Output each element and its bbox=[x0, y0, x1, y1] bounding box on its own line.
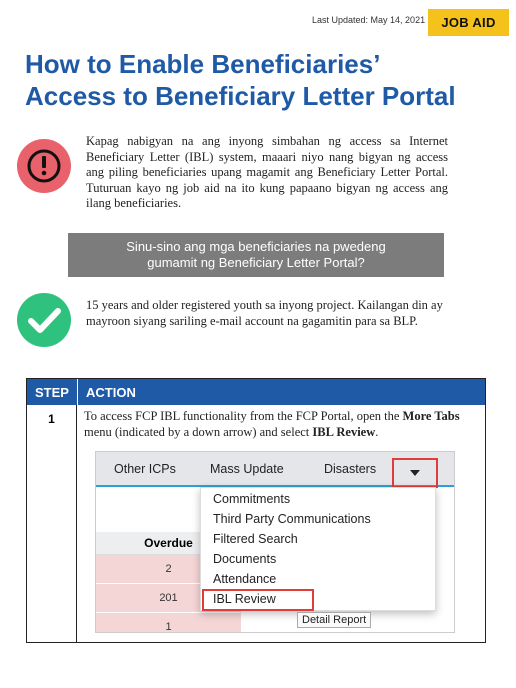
overdue-header: Overdue bbox=[96, 532, 241, 555]
page-title bbox=[25, 48, 505, 112]
table-row bbox=[27, 405, 485, 642]
more-tabs-label: More Tabs bbox=[402, 409, 460, 423]
table-header bbox=[27, 379, 485, 405]
question-line-1: Sinu-sino ang mga beneficiaries na pwedeng bbox=[126, 239, 386, 254]
portal-screenshot bbox=[95, 451, 455, 633]
menu-item-ibl-review[interactable]: IBL Review bbox=[213, 592, 276, 606]
title-line-1: How to Enable Beneficiaries’ bbox=[25, 49, 381, 79]
tab-other-icps[interactable]: Other ICPs bbox=[114, 462, 176, 476]
ibl-review-label: IBL Review bbox=[312, 424, 376, 439]
intro-text: Kapag nabigyan na ang inyong simbahan ng access sa Internet Beneficiary Letter (IBL) system, maaari niyo nang bigyan ng access ang piling beneficiaries upang magamit ang Beneficiary Letter Portal. Tuturuan kayo ng job aid na ito kung papaano bigyan ng access ang ilang beneficiaries. bbox=[86, 134, 448, 210]
title-line-2: Access to Beneficiary Letter Portal bbox=[25, 81, 456, 111]
question-banner bbox=[68, 233, 444, 277]
detail-report-button[interactable]: Detail Report bbox=[297, 612, 371, 628]
answer-text: 15 years and older registered youth sa inyong project. Kailangan din ay mayroon siyang sariling e-mail account na gagamitin para sa BLP. bbox=[86, 298, 443, 328]
menu-item-attendance[interactable]: Attendance bbox=[213, 572, 277, 586]
caret-down-icon bbox=[410, 470, 420, 476]
instruction-part-2: menu (indicated by a down arrow) and select bbox=[84, 424, 313, 439]
menu-item-documents[interactable]: Documents bbox=[213, 552, 277, 566]
tab-disasters[interactable]: Disasters bbox=[324, 462, 377, 476]
overdue-cell: 201 bbox=[96, 584, 241, 613]
steps-table bbox=[26, 378, 486, 643]
menu-item-third-party-communications[interactable]: Third Party Communications bbox=[213, 512, 371, 526]
last-updated: Last Updated: May 14, 2021 bbox=[312, 15, 426, 25]
ibl-review-highlight bbox=[202, 589, 314, 611]
tab-mass-update[interactable]: Mass Update bbox=[210, 462, 284, 476]
action-cell bbox=[77, 405, 485, 642]
job-aid-badge: JOB AID bbox=[428, 9, 509, 36]
checkmark-icon bbox=[16, 292, 72, 348]
exclamation-icon bbox=[16, 138, 72, 194]
question-line-2: gumamit ng Beneficiary Letter Portal? bbox=[147, 255, 365, 270]
action-column-header: ACTION bbox=[86, 384, 136, 400]
instruction-part-3: . bbox=[375, 424, 379, 439]
step-column-header: STEP bbox=[27, 379, 78, 405]
menu-item-filtered-search[interactable]: Filtered Search bbox=[213, 532, 298, 546]
portal-tab-bar bbox=[96, 452, 454, 487]
overdue-cell: 2 bbox=[96, 555, 241, 584]
step-instruction bbox=[84, 409, 476, 440]
overdue-cell: 1 bbox=[96, 613, 241, 633]
step-number: 1 bbox=[27, 405, 77, 642]
more-tabs-button[interactable] bbox=[392, 458, 438, 488]
instruction-part-1: To access FCP IBL functionality from the FCP Portal, open the bbox=[84, 409, 403, 423]
menu-item-commitments[interactable]: Commitments bbox=[213, 492, 291, 506]
